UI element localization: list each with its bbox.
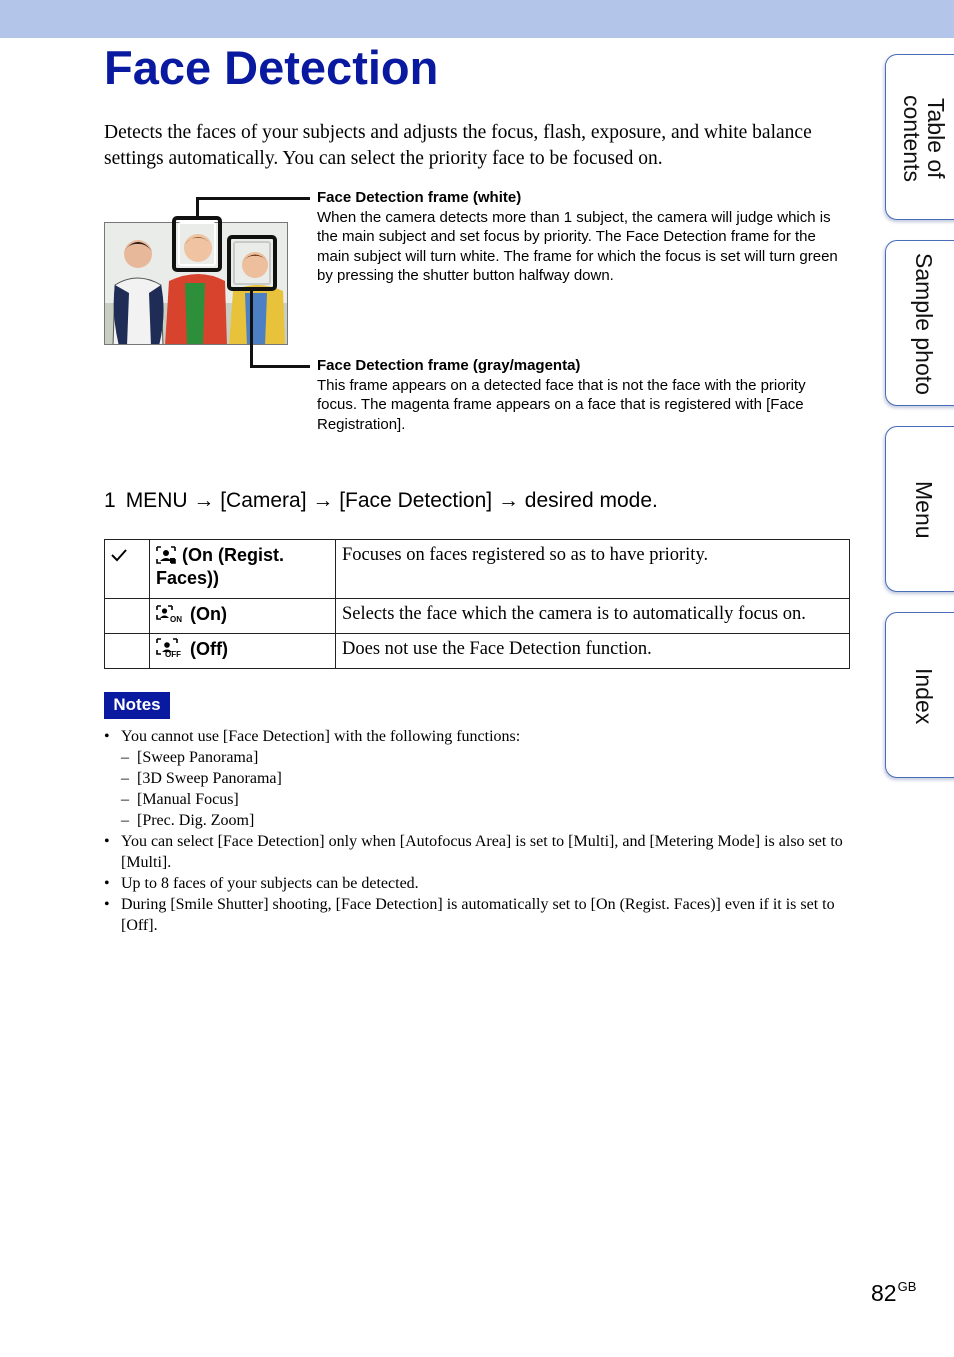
mode-label-cell <box>150 599 336 634</box>
sub-item: – [Prec. Dig. Zoom] <box>121 812 255 829</box>
sub-item-text: [3D Sweep Panorama] <box>137 770 282 787</box>
mode-label: (On) <box>190 604 227 624</box>
svg-text:ON: ON <box>170 615 182 623</box>
mode-description: Focuses on faces registered so as to have priority. <box>336 540 850 599</box>
tab-table-of-contents[interactable] <box>885 54 954 220</box>
header-band <box>0 0 954 38</box>
callout-white-frame <box>317 188 847 286</box>
list-item <box>104 873 849 894</box>
face-detection-on-icon <box>156 605 184 623</box>
notes-list <box>104 726 849 936</box>
list-item <box>104 831 849 873</box>
callout-title: Face Detection frame (gray/magenta) <box>317 357 581 374</box>
tab-index[interactable] <box>885 612 954 778</box>
page-suffix: GB <box>897 1279 917 1294</box>
sub-item-text: [Sweep Panorama] <box>137 749 259 766</box>
mode-label: (On (Regist. Faces)) <box>156 545 284 588</box>
callout-line-white <box>196 197 310 200</box>
sub-item: – [3D Sweep Panorama] <box>121 770 282 787</box>
page-title: Face Detection <box>104 41 439 94</box>
sub-item: – [Manual Focus] <box>121 791 239 808</box>
callout-text: When the camera detects more than 1 subject, the camera will judge which is the main subject and set focus by priority. The Face Detection frame for the main subject will turn white. The frame for which the focus is set will turn green by pressing the shutter button halfway down. <box>317 208 838 284</box>
mode-description: Does not use the Face Detection function. <box>336 634 850 669</box>
tab-menu[interactable] <box>885 426 954 592</box>
default-mark-cell <box>105 540 150 599</box>
bullet: • <box>104 728 110 745</box>
step-number: 1 <box>104 489 116 512</box>
callout-title: Face Detection frame (white) <box>317 189 522 206</box>
list-item <box>104 894 849 936</box>
mode-table <box>104 539 850 669</box>
callout-line-gray <box>250 365 310 368</box>
page-number-value: 82 <box>871 1280 897 1306</box>
svg-text:OFF: OFF <box>165 650 181 658</box>
checkmark-icon <box>111 548 127 562</box>
table-row <box>105 599 850 634</box>
sub-item: – [Sweep Panorama] <box>121 749 259 766</box>
table-row <box>105 634 850 669</box>
default-mark-cell <box>105 599 150 634</box>
callout-line-gray-vertical <box>250 290 253 368</box>
notes-label: Notes <box>104 692 170 719</box>
tab-label: Menu <box>911 481 937 539</box>
callout-line-white-vertical <box>196 197 199 217</box>
mode-description: Selects the face which the camera is to automatically focus on. <box>336 599 850 634</box>
step-instruction <box>104 487 658 515</box>
face-frame-white <box>172 216 222 272</box>
callout-gray-frame <box>317 356 847 434</box>
table-row <box>105 540 850 599</box>
default-mark-cell <box>105 634 150 669</box>
page-number <box>871 1279 916 1307</box>
note-text: Up to 8 faces of your subjects can be detected. <box>121 875 419 892</box>
bullet: • <box>104 896 110 913</box>
intro-paragraph: Detects the faces of your subjects and adjusts the focus, flash, exposure, and white balance settings automatically. You can select the priority face to be focused on. <box>104 122 812 169</box>
face-detection-regist-icon <box>156 546 176 564</box>
face-frame-gray <box>227 235 277 291</box>
mode-label: (Off) <box>190 639 228 659</box>
note-text: During [Smile Shutter] shooting, [Face Detection] is automatically set to [On (Regist. Faces)] even if it is set to [Off]. <box>121 896 835 934</box>
tab-label: Table of contents <box>899 94 949 182</box>
bullet: • <box>104 833 110 850</box>
mode-label-cell <box>150 634 336 669</box>
list-item <box>104 726 849 831</box>
tab-label: Index <box>911 667 937 725</box>
tab-label: Sample photo <box>911 253 937 395</box>
callout-text: This frame appears on a detected face that is not the face with the priority focus. The magenta frame appears on a face that is registered with [Face Registration]. <box>317 376 806 433</box>
note-text: You can select [Face Detection] only when [Autofocus Area] is set to [Multi], and [Metering Mode] is also set to [Multi]. <box>121 833 843 871</box>
face-detection-off-icon <box>156 638 184 658</box>
mode-label-cell <box>150 540 336 599</box>
sub-item-text: [Manual Focus] <box>137 791 239 808</box>
tab-sample-photo[interactable] <box>885 240 954 406</box>
bullet: • <box>104 875 110 892</box>
step-text: MENU → [Camera] → [Face Detection] → desired mode. <box>125 489 658 512</box>
sub-item-text: [Prec. Dig. Zoom] <box>137 812 255 829</box>
note-text: You cannot use [Face Detection] with the following functions: <box>121 728 521 745</box>
